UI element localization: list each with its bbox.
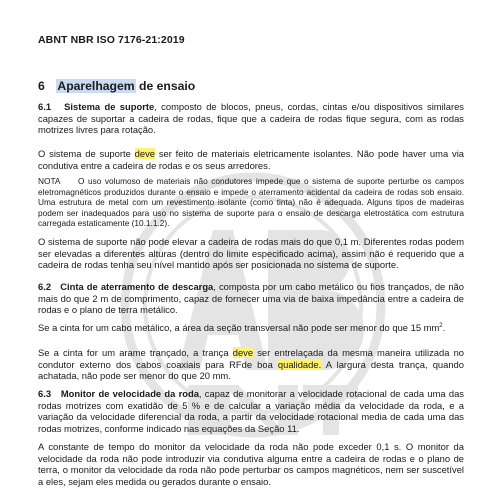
clause-text: , composta por um cabo metálico ou fios trançados, de não mais do que 2 m de comprimento, capaz de fornecer uma via de baixa impedância entre a cadeira de rodas e o plano de terra metálico. [38, 281, 464, 316]
clause-text: , composto de blocos, pneus, cordas, cintas e/ou dispositivos similares capazes de suportar a cadeira de rodas, fique que a cadeira de rodas fique segura, com as rodas motrizes livres para rotação. [38, 101, 464, 136]
standard-header: ABNT NBR ISO 7176-21:2019 [38, 34, 185, 46]
paragraph-6-2 [38, 281, 464, 316]
paragraph-cross-section [38, 322, 464, 334]
paragraph-braid [38, 347, 464, 382]
paragraph-6-3 [38, 388, 464, 435]
clause-number: 6.1 [38, 101, 52, 112]
note-label: NOTA [38, 176, 61, 186]
paragraph-text: O sistema de suporte [38, 148, 135, 159]
cropped-next-line [38, 492, 464, 500]
clause-heading: Monitor de velocidade da roda [60, 388, 199, 399]
paragraph-insulation [38, 148, 464, 171]
section-title-rest: de ensaio [135, 79, 196, 93]
clause-heading: Sistema de suporte [64, 101, 155, 112]
paragraph-text: Se a cinta for um cabo metálico, a área da seção transversal não pode ser menor do que 15 mm [38, 322, 440, 333]
paragraph-elevation: O sistema de suporte não pode elevar a cadeira de rodas mais do que 0,1 m. Diferentes rodas podem ser elevadas a diferentes alturas (dentro do limite especificado acima), assim não é requerido que a cadeira de rodas tenha seu nível mantido após ser posicionada no sistema de suporte. [38, 236, 464, 271]
highlighted-word[interactable]: deve [232, 347, 254, 358]
paragraph-text: Se a cinta for um arame trançado, a trança [38, 347, 233, 358]
superscript: 2 [439, 322, 443, 329]
note-text: O uso volumoso de materiais não condutores impede que o sistema de suporte perturbe os campos eletromagnéticos produzidos durante o ensaio e impede o aterramento acidental da cadeira de rodas sob ensaio. Uma estrutura de metal com um revestimento isolante (como tinta) não é adequada. Alguns tipos de madeiras podem ser inadequados para uso no sistema de suporte para o ensaio de descarga eletrostática com estrutura carregada estaticamente (10.1.1.2). [38, 176, 464, 229]
highlighted-word[interactable]: deve [134, 148, 155, 159]
paragraph-time-constant: A constante de tempo do monitor da velocidade da roda não pode exceder 0,1 s. O monitor da velocidade da roda não pode introduzir via condutiva alguma entre a cadeira de rodas e o plano de terra, o monitor da velocidade da roda não pode perturbar os campos magnéticos, nem ser suscetível a eles, sejam eles medida ou gerados durante o ensaio. [38, 441, 464, 488]
paragraph-text: . [442, 322, 446, 333]
clause-heading: Cinta de aterramento de descarga [60, 281, 214, 292]
note-block [38, 176, 464, 229]
paragraph-text: A largura desta trança, quando achatada, não pode ser menor do que 20 mm. [38, 358, 464, 382]
cropped-text [38, 492, 464, 498]
clause-number: 6.3 [38, 388, 52, 399]
section-number: 6 [38, 79, 45, 93]
clause-number: 6.2 [38, 281, 52, 292]
paragraph-text: ser feito de materiais eletricamente isolantes. Não pode haver uma via condutiva entre a cadeira de rodas e os seus arredores. [38, 148, 464, 171]
paragraph-text: ser entrelaçada da mesma maneira utilizada no condutor externo dos cabos coaxiais para RFde boa [38, 347, 464, 370]
paragraph-6-1 [38, 101, 464, 136]
section-heading [38, 79, 195, 93]
section-title-selected-word[interactable]: Aparelhagem [57, 79, 135, 93]
highlighted-word[interactable]: qualidade. [277, 358, 322, 370]
clause-text: , capaz de monitorar a velocidade rotacional de cada uma das rodas motrizes com exatidão de 5 % e de calcular a variação média da velocidade da roda, e a variação da velocidade diferencial da roda, a partir da velocidade rotacional media de cada uma das rodas motrizes, conforme indicado nas equações da Seção 11. [38, 388, 464, 435]
